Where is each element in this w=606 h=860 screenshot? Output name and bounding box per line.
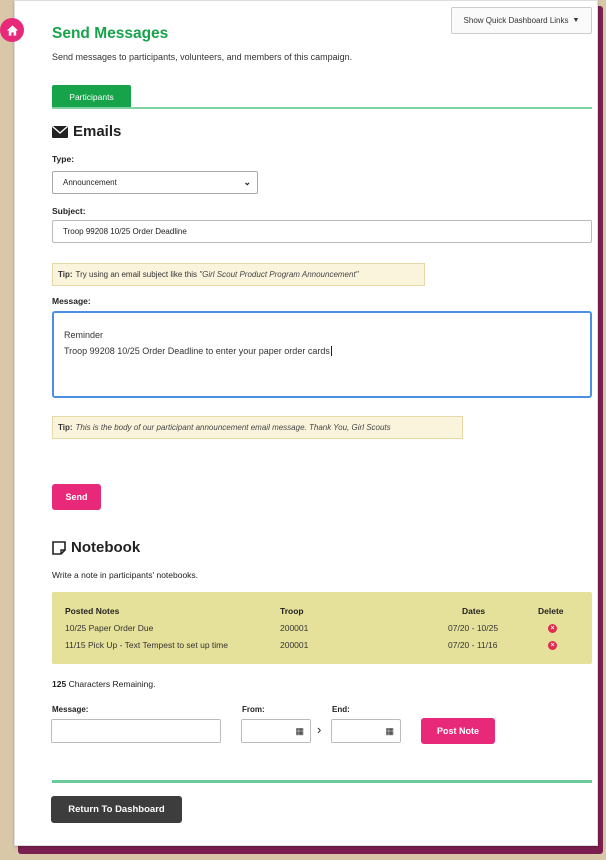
- note-row-2-text: 11/15 Pick Up - Text Tempest to set up time: [65, 640, 228, 650]
- delete-note-icon[interactable]: ×: [548, 624, 557, 633]
- tip-text: Try using an email subject like this: [75, 270, 198, 279]
- tip2-text: This is the body of our participant announcement email message. Thank You, Girl Scouts: [75, 423, 391, 432]
- characters-remaining: [52, 679, 156, 689]
- envelope-icon: [52, 126, 68, 138]
- notebook-description: Write a note in participants' notebooks.: [52, 570, 199, 580]
- footer-divider: [52, 780, 592, 783]
- home-icon: [6, 24, 19, 37]
- notebook-heading: [52, 539, 140, 556]
- quick-dashboard-links-dropdown[interactable]: [451, 7, 592, 34]
- calendar-icon: ▦: [295, 725, 304, 736]
- from-date-label: From:: [242, 705, 265, 714]
- delete-note-icon[interactable]: ×: [548, 641, 557, 650]
- tip2-prefix: Tip:: [58, 423, 73, 432]
- note-row-1-dates: 07/20 - 10/25: [448, 623, 499, 633]
- tip-prefix: Tip:: [58, 270, 73, 279]
- page-subtitle: Send messages to participants, volunteers, and members of this campaign.: [52, 52, 353, 62]
- emails-heading: [52, 123, 121, 140]
- note-row-1-text: 10/25 Paper Order Due: [65, 623, 154, 633]
- page-title: Send Messages: [52, 25, 169, 42]
- from-date-input[interactable]: [241, 719, 311, 743]
- notebook-heading-text: Notebook: [71, 539, 141, 556]
- characters-count: 125: [52, 679, 67, 689]
- emails-heading-text: Emails: [73, 123, 122, 140]
- col-dates: Dates: [462, 606, 486, 616]
- characters-label: Characters Remaining.: [68, 679, 156, 689]
- text-cursor: [331, 346, 332, 356]
- col-posted-notes: Posted Notes: [65, 606, 120, 616]
- subject-input[interactable]: [52, 220, 592, 243]
- tab-underline: [52, 107, 592, 109]
- message-tip: [52, 416, 463, 439]
- note-row-2-troop: 200001: [280, 640, 309, 650]
- home-button[interactable]: [0, 18, 24, 42]
- post-note-button[interactable]: Post Note: [421, 718, 495, 744]
- subject-tip: [52, 263, 425, 286]
- col-delete: Delete: [538, 606, 564, 616]
- send-messages-card: [14, 0, 598, 846]
- type-select[interactable]: [52, 171, 258, 194]
- col-troop: Troop: [280, 606, 304, 616]
- tip-example: "Girl Scout Product Program Announcement": [199, 270, 359, 279]
- subject-label: Subject:: [52, 206, 86, 216]
- sticky-note-icon: [52, 541, 66, 555]
- message-line-2: Troop 99208 10/25 Order Deadline to enter your paper order cards: [64, 346, 330, 356]
- note-message-input[interactable]: [51, 719, 221, 743]
- chevron-down-icon: ⌄: [243, 177, 251, 187]
- note-message-label: Message:: [52, 705, 89, 714]
- subject-input-value: Troop 99208 10/25 Order Deadline: [63, 227, 187, 236]
- message-line-2-wrap: [64, 343, 580, 359]
- message-textarea[interactable]: [52, 311, 592, 398]
- tab-participants[interactable]: Participants: [52, 85, 131, 108]
- end-date-input[interactable]: [331, 719, 401, 743]
- type-label: Type:: [52, 154, 75, 164]
- posted-notes-table: [52, 592, 592, 664]
- note-row-1-troop: 200001: [280, 623, 309, 633]
- caret-down-icon: ▼: [572, 17, 580, 24]
- message-label: Message:: [52, 296, 91, 306]
- calendar-icon: ▦: [385, 725, 394, 736]
- end-date-label: End:: [332, 705, 350, 714]
- message-line-1: Reminder: [64, 330, 104, 340]
- return-to-dashboard-button[interactable]: Return To Dashboard: [51, 796, 182, 823]
- chevron-right-icon: ›: [317, 722, 322, 737]
- send-button[interactable]: Send: [52, 484, 101, 510]
- type-select-value: Announcement: [63, 178, 117, 187]
- note-row-2-dates: 07/20 - 11/16: [448, 640, 498, 650]
- quick-links-label: Show Quick Dashboard Links: [463, 16, 569, 25]
